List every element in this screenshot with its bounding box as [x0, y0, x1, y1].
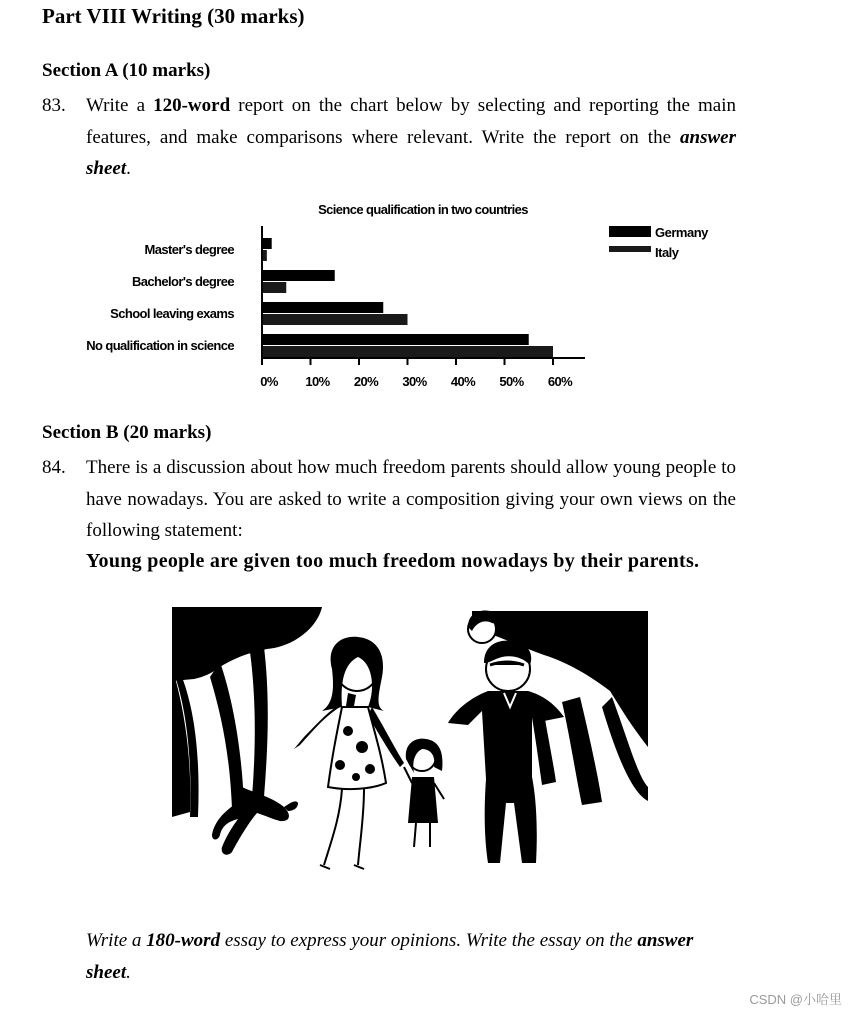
bar-germany	[262, 270, 335, 281]
category-label: No qualification in science	[86, 338, 234, 353]
legend-label-italy: Italy	[655, 245, 679, 260]
question-84-text: There is a discussion about how much freedom parents should allow young people to have nowadays. You are asked to write a composition giving your own views on the following statement:	[86, 457, 736, 541]
part-title: Part VIII Writing (30 marks)	[42, 4, 305, 28]
x-tick-label: 50%	[499, 374, 524, 389]
x-tick-label: 60%	[547, 374, 573, 389]
bar-germany	[262, 334, 529, 345]
x-tick-label: 40%	[450, 374, 476, 389]
word-count-120: 120-word	[153, 95, 231, 116]
watermark: CSDN @小哈里	[749, 992, 842, 1007]
category-label: Bachelor's degree	[132, 274, 234, 289]
answer-sheet-b: answer sheet	[86, 930, 694, 983]
bar-italy	[262, 346, 553, 357]
question-83-text: Write a 120-word report on the chart below by selecting and reporting the main features, and make comparisons where relevant. Write the report on the answer sheet.	[86, 95, 736, 179]
essay-statement: Young people are given too much freedom nowadays by their parents.	[86, 550, 700, 572]
x-tick-label: 30%	[402, 374, 427, 389]
question-84-number: 84.	[42, 457, 66, 478]
dog	[212, 787, 289, 855]
bar-germany	[262, 302, 383, 313]
bar-germany	[262, 238, 272, 249]
section-b-title: Section B (20 marks)	[42, 422, 212, 443]
essay-instruction: Write a 180-word essay to express your opinions. Write the essay on the answer sheet.	[86, 930, 694, 983]
category-label: School leaving exams	[110, 306, 234, 321]
bar-chart	[40, 190, 760, 405]
answer-sheet-a: answer sheet	[86, 126, 736, 179]
chart-title: Science qualification in two countries	[318, 202, 528, 217]
legend-label-germany: Germany	[655, 225, 708, 240]
legend-swatch-italy	[609, 246, 651, 252]
bar-italy	[262, 314, 408, 325]
x-tick-label: 20%	[353, 374, 379, 389]
family-illustration	[172, 607, 650, 879]
legend-swatch-germany	[609, 226, 651, 237]
section-a-title: Section A (10 marks)	[42, 60, 211, 81]
bar-italy	[262, 282, 286, 293]
question-83-number: 83.	[42, 95, 66, 116]
x-tick-label: 10%	[305, 374, 330, 389]
x-tick-label: 0%	[260, 374, 278, 389]
word-count-180: 180-word	[146, 930, 221, 951]
category-label: Master's degree	[144, 242, 234, 257]
